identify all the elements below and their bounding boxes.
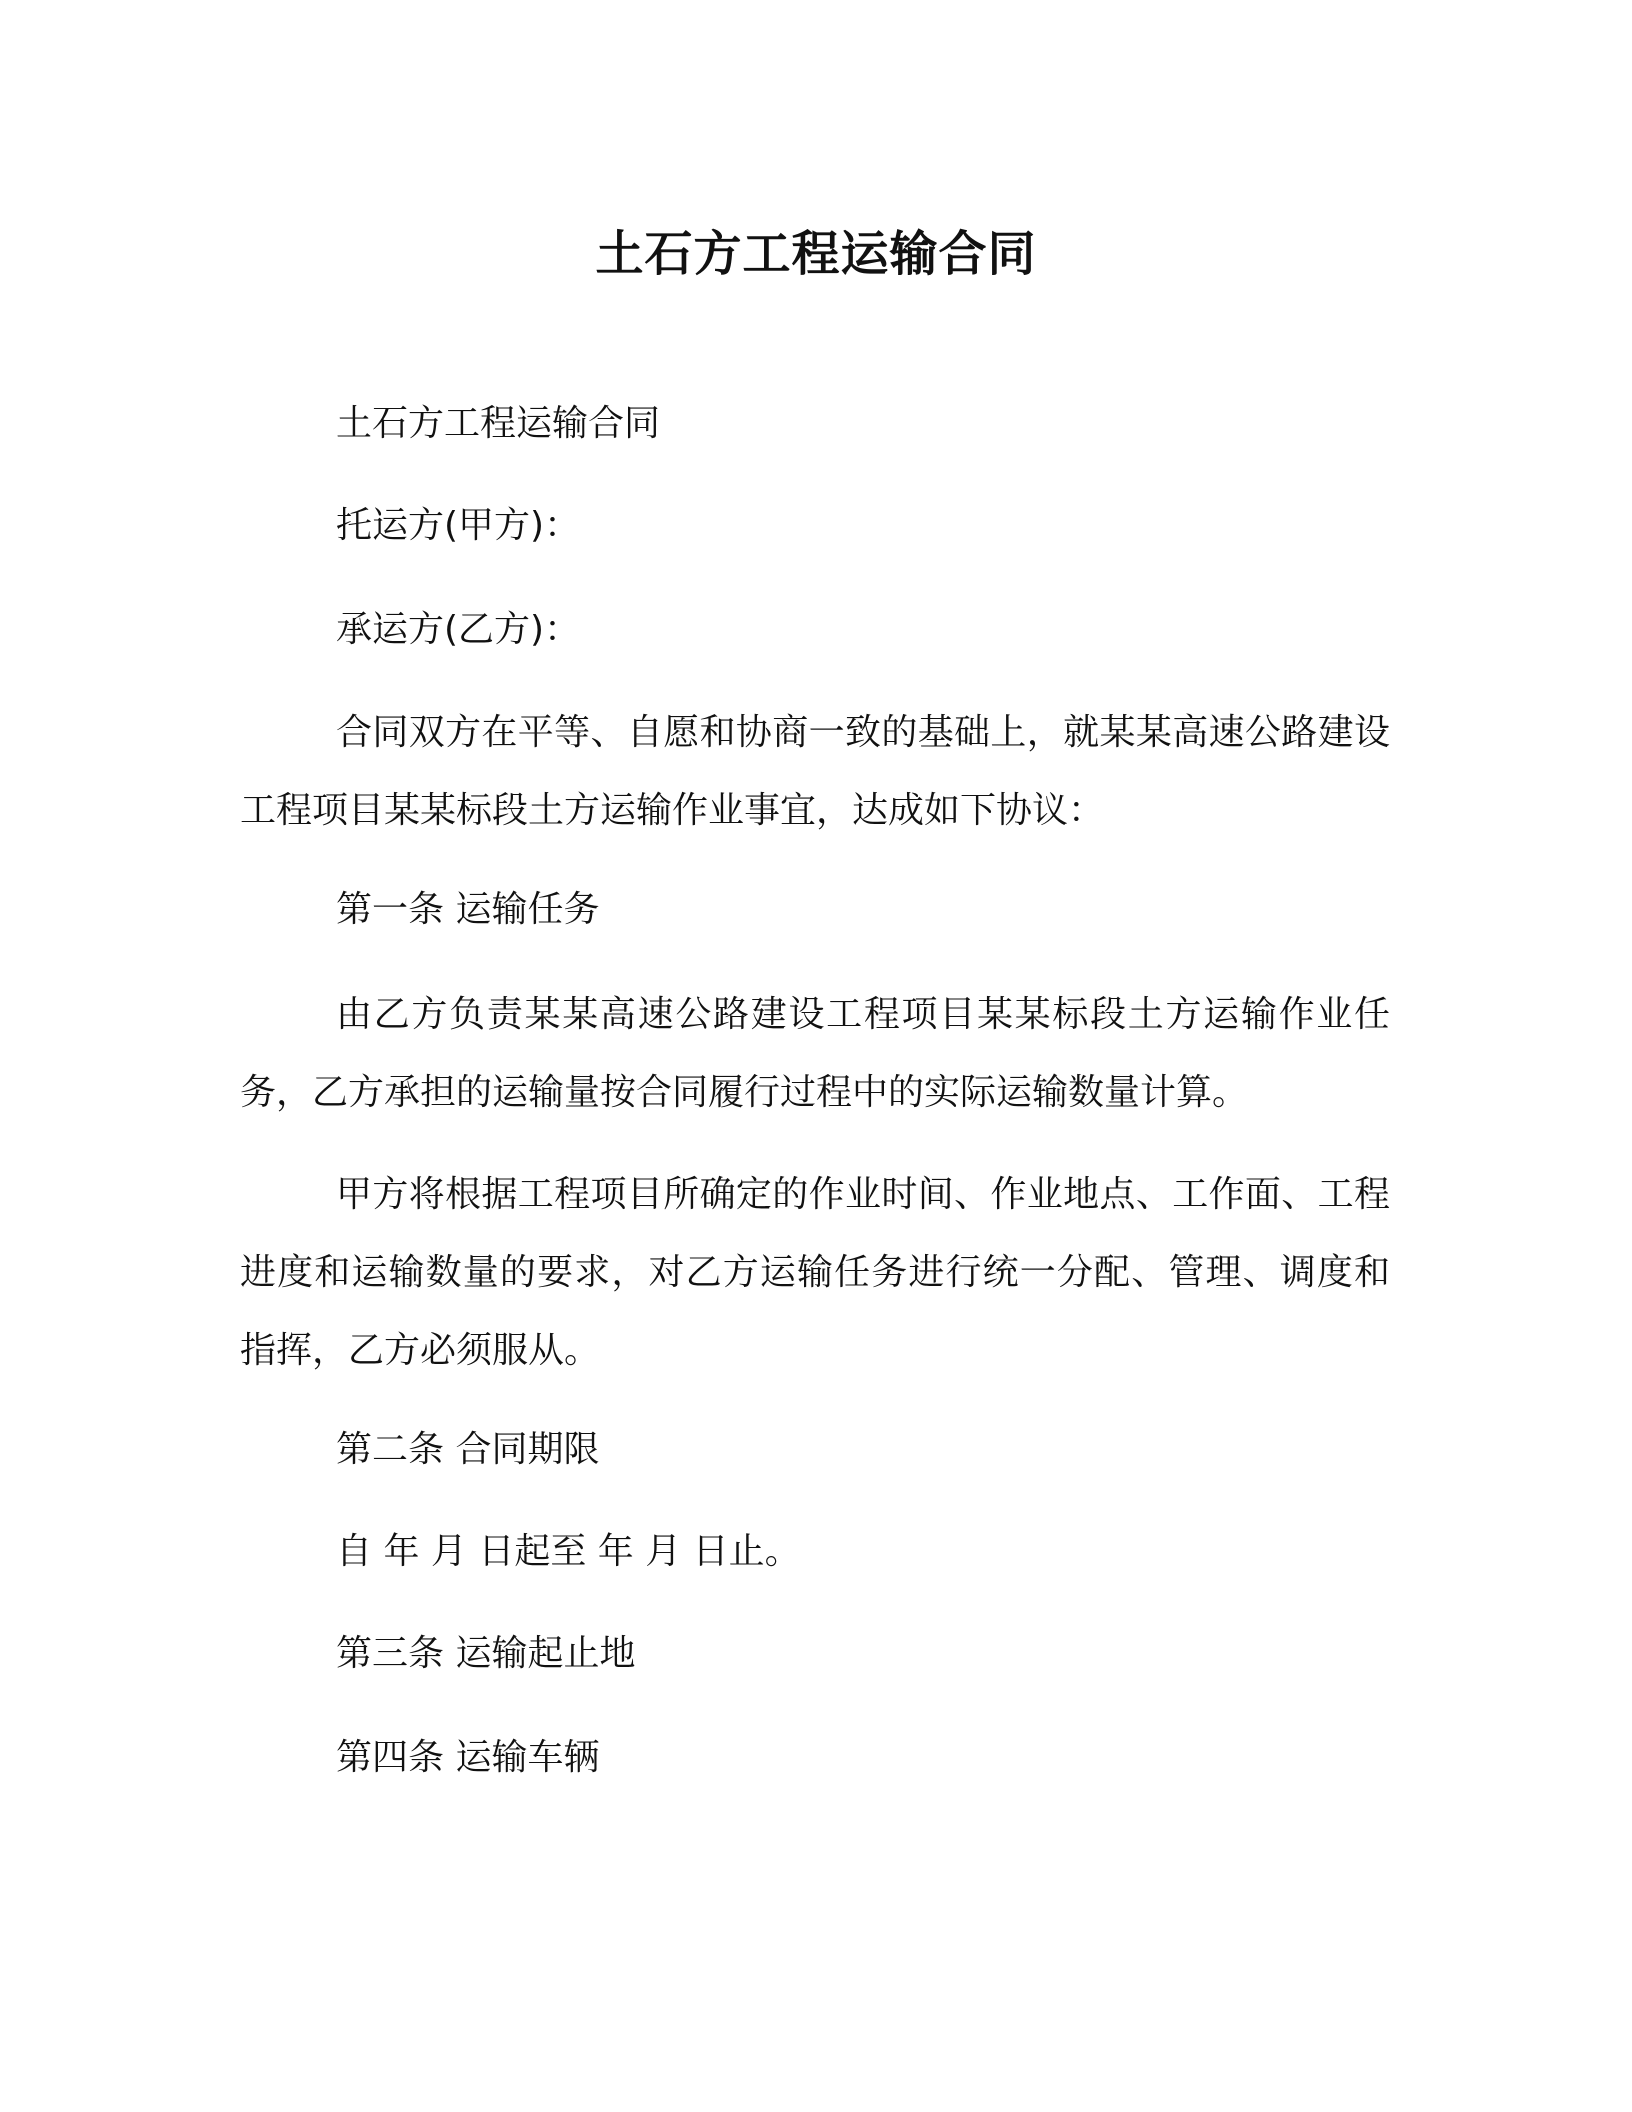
preamble-paragraph: 合同双方在平等、自愿和协商一致的基础上，就某某高速公路建设工程项目某某标段土方运输作业事宜，达成如下协议： bbox=[240, 712, 1390, 831]
party-b-label: 承运方(乙方)： bbox=[336, 609, 581, 650]
party-a-label: 托运方(甲方)： bbox=[336, 505, 581, 546]
article-3-heading: 第三条 运输起止地 bbox=[336, 1633, 636, 1674]
document-subtitle: 土石方工程运输合同 bbox=[336, 403, 661, 444]
article-1-heading: 第一条 运输任务 bbox=[336, 889, 600, 930]
article-2-heading: 第二条 合同期限 bbox=[336, 1429, 600, 1470]
article-4-heading: 第四条 运输车辆 bbox=[336, 1737, 600, 1778]
article-1-paragraph-2: 甲方将根据工程项目所确定的作业时间、作业地点、工作面、工程进度和运输数量的要求，对乙方运输任务进行统一分配、管理、调度和指挥，乙方必须服从。 bbox=[240, 1174, 1390, 1371]
article-1-paragraph-1: 由乙方负责某某高速公路建设工程项目某某标段土方运输作业任务，乙方承担的运输量按合同履行过程中的实际运输数量计算。 bbox=[240, 994, 1390, 1113]
article-2-text: 自 年 月 日起至 年 月 日止。 bbox=[336, 1531, 801, 1572]
document-title: 土石方工程运输合同 bbox=[595, 226, 1037, 282]
